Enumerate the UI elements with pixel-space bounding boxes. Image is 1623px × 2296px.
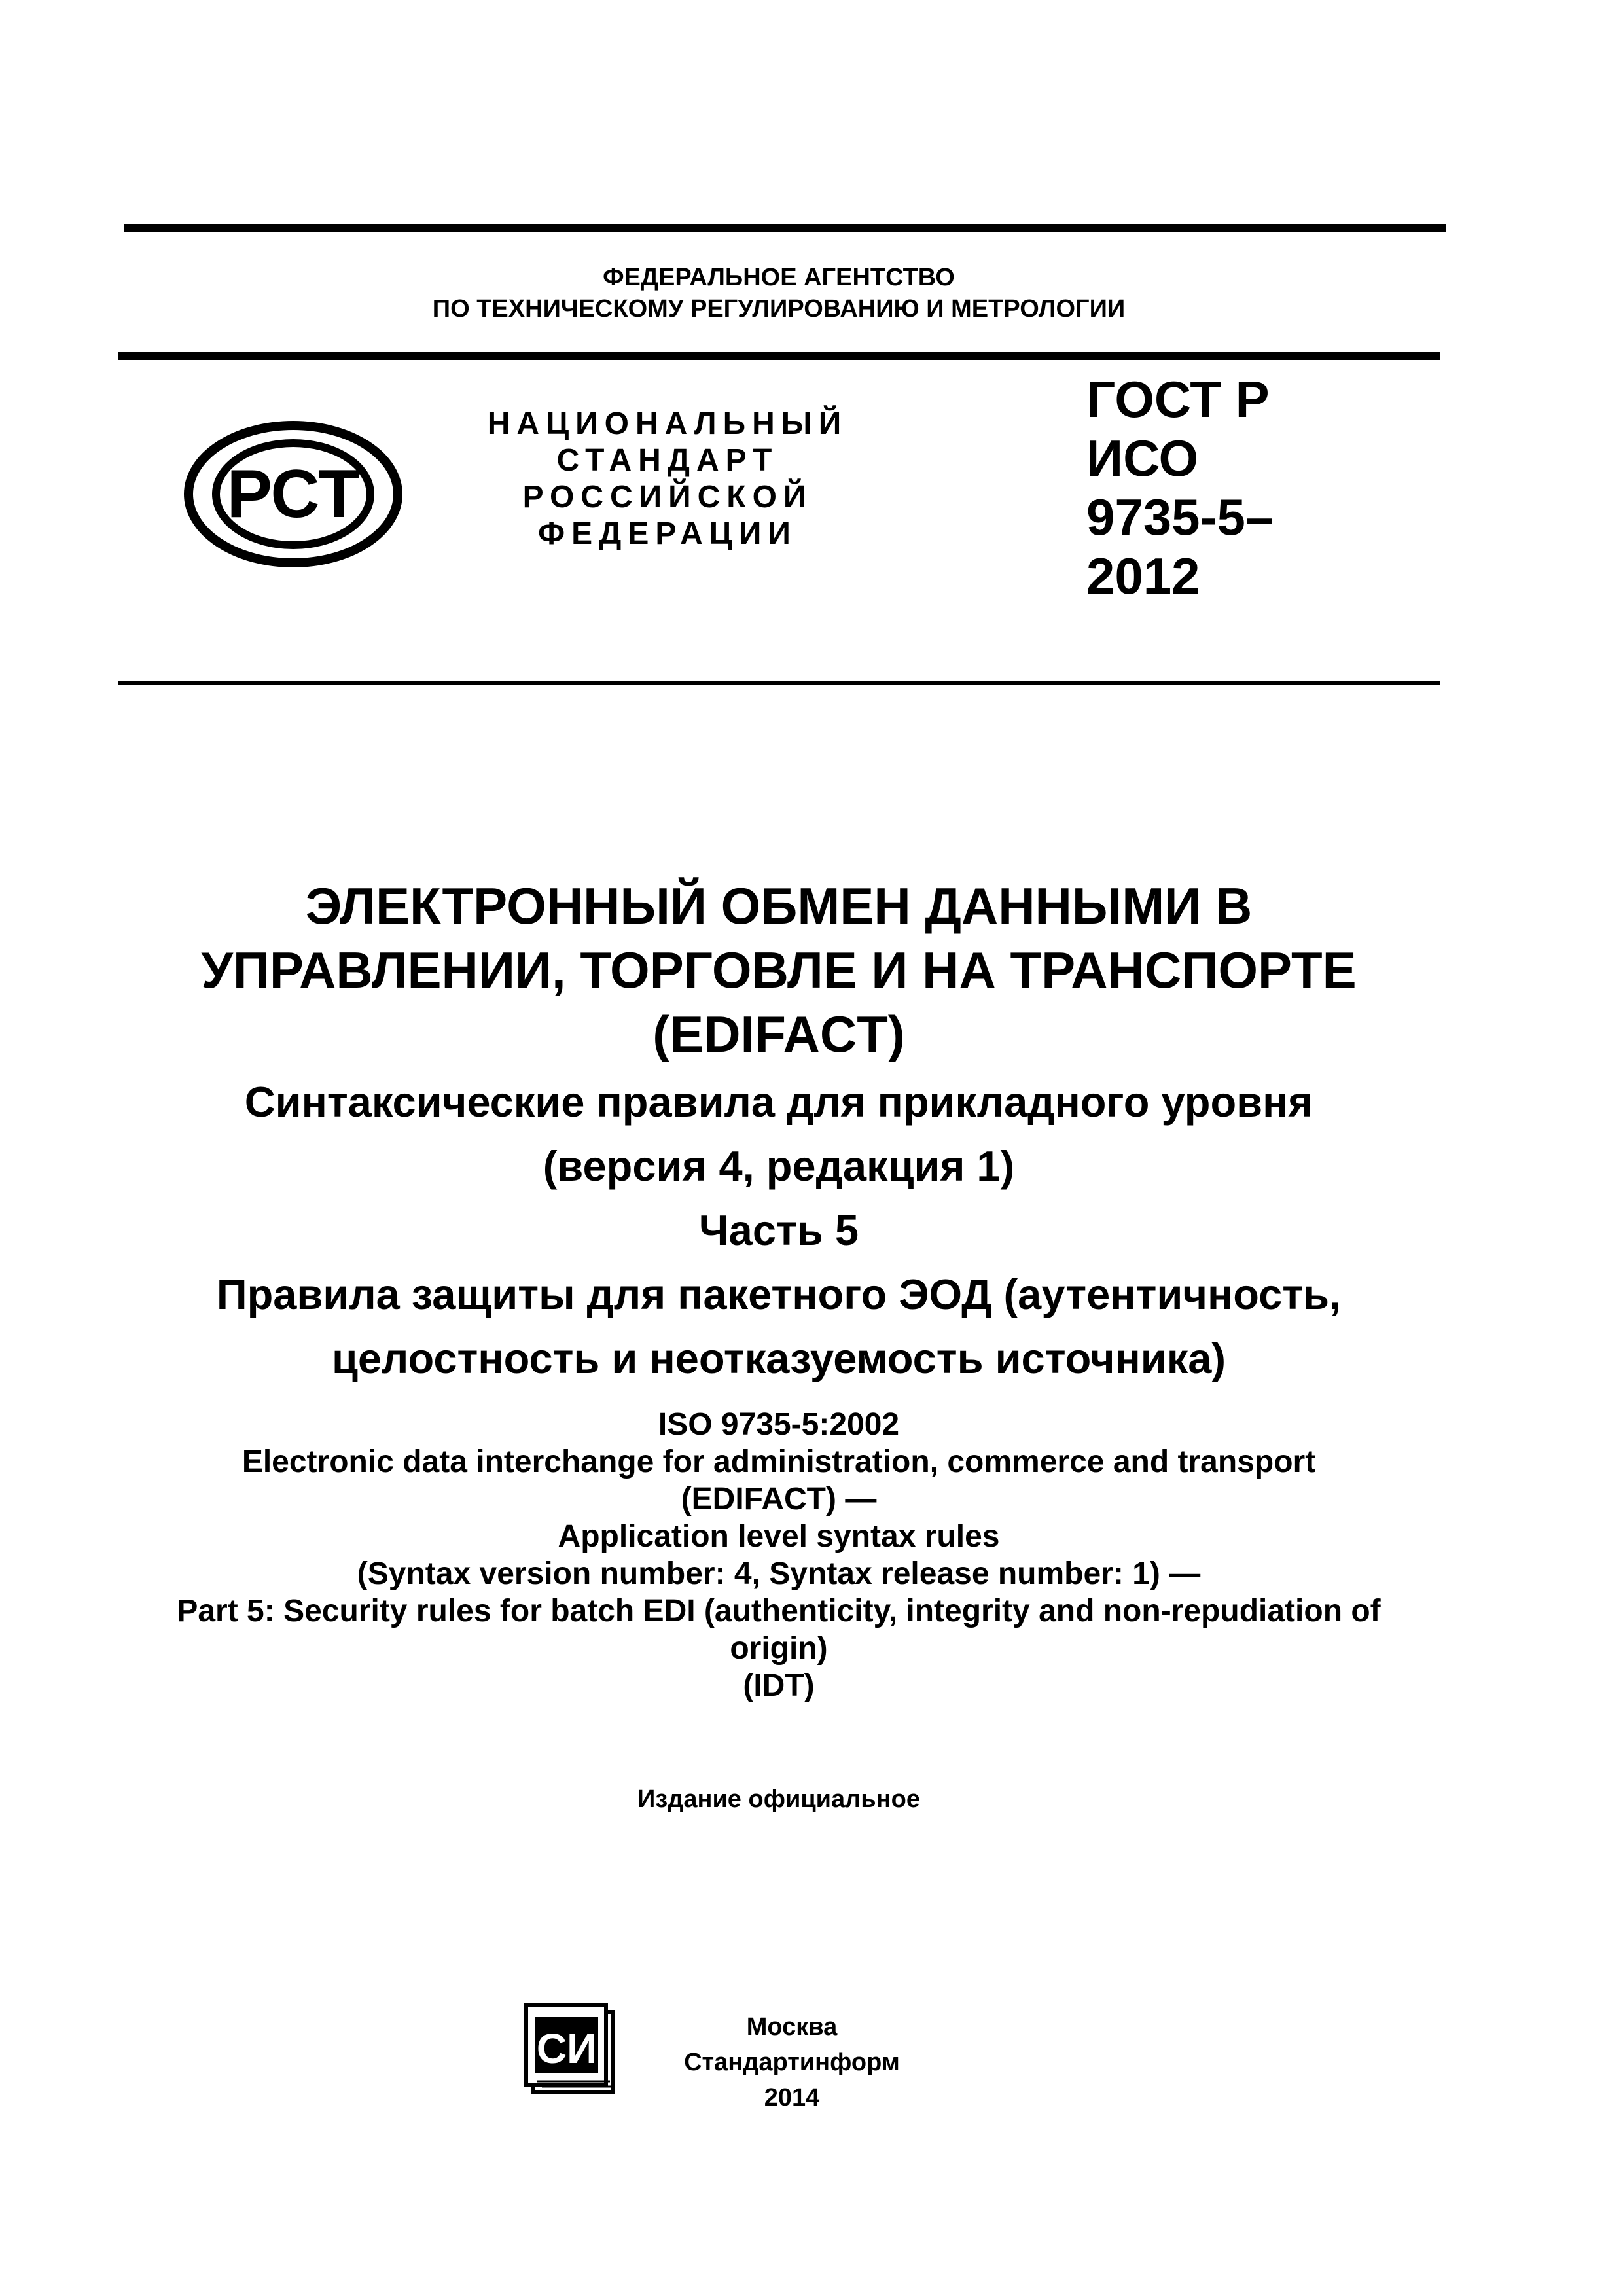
header-bottom-rule	[118, 681, 1440, 685]
subtitle-line-1: Синтаксические правила для прикладного уровня	[244, 1078, 1313, 1126]
designation-line-1: ГОСТ Р	[1086, 370, 1270, 428]
publisher-city: Москва	[746, 2013, 838, 2041]
english-line-5: (Syntax version number: 4, Syntax release number: 1) —	[357, 1556, 1201, 1591]
agency-line-2: ПО ТЕХНИЧЕСКОМУ РЕГУЛИРОВАНИЮ И МЕТРОЛОГИИ	[432, 295, 1126, 323]
publisher-block	[654, 2009, 929, 2115]
logo-text: РСТ	[226, 456, 360, 532]
designation-line-4: 2012	[1086, 547, 1200, 605]
publisher-name: Стандартинформ	[684, 2049, 900, 2076]
title-line-1: ЭЛЕКТРОННЫЙ ОБМЕН ДАННЫМИ В	[305, 877, 1253, 935]
subtitle-line-5: целостность и неотказуемость источника)	[331, 1335, 1226, 1382]
subtitle-line-3: Часть 5	[699, 1206, 859, 1254]
english-line-2: Electronic data interchange for administration, commerce and transport	[241, 1444, 1316, 1479]
english-line-4: Application level syntax rules	[558, 1519, 1000, 1554]
title-line-3: (EDIFACT)	[652, 1005, 905, 1063]
standartinform-logo-icon	[524, 2003, 622, 2101]
gost-r-certification-mark-icon	[182, 419, 404, 569]
publisher-logo-text: СИ	[536, 2025, 597, 2072]
national-line-2: СТАНДАРТ	[556, 443, 779, 478]
national-line-4: ФЕДЕРАЦИИ	[538, 516, 797, 551]
english-line-8: (IDT)	[743, 1668, 815, 1703]
national-line-3: РОССИЙСКОЙ	[522, 480, 813, 514]
standard-designation	[1086, 370, 1274, 605]
header-rule	[118, 352, 1440, 360]
designation-line-3: 9735-5–	[1086, 488, 1274, 546]
title-line-2: УПРАВЛЕНИИ, ТОРГОВЛЕ И НА ТРАНСПОРТЕ	[201, 941, 1357, 999]
publisher-year: 2014	[764, 2084, 820, 2111]
edition-label: Издание официальное	[637, 1785, 920, 1813]
international-standard-title	[0, 1406, 1558, 1704]
national-line-1: НАЦИОНАЛЬНЫЙ	[487, 406, 848, 441]
national-standard-label	[406, 406, 929, 552]
english-line-3: (EDIFACT) —	[681, 1482, 877, 1516]
document-title	[0, 874, 1558, 1066]
top-rule	[124, 224, 1446, 232]
subtitle-line-4: Правила защиты для пакетного ЭОД (аутентичность,	[216, 1270, 1342, 1318]
english-line-6: Part 5: Security rules for batch EDI (authenticity, integrity and non-repudiation of	[177, 1594, 1381, 1628]
english-line-1: ISO 9735-5:2002	[658, 1407, 900, 1442]
document-subtitle	[0, 1070, 1558, 1391]
agency-name	[0, 262, 1558, 325]
subtitle-line-2: (версия 4, редакция 1)	[543, 1142, 1015, 1190]
english-line-7: origin)	[730, 1631, 828, 1666]
agency-line-1: ФЕДЕРАЛЬНОЕ АГЕНТСТВО	[603, 264, 955, 291]
designation-line-2: ИСО	[1086, 429, 1199, 487]
